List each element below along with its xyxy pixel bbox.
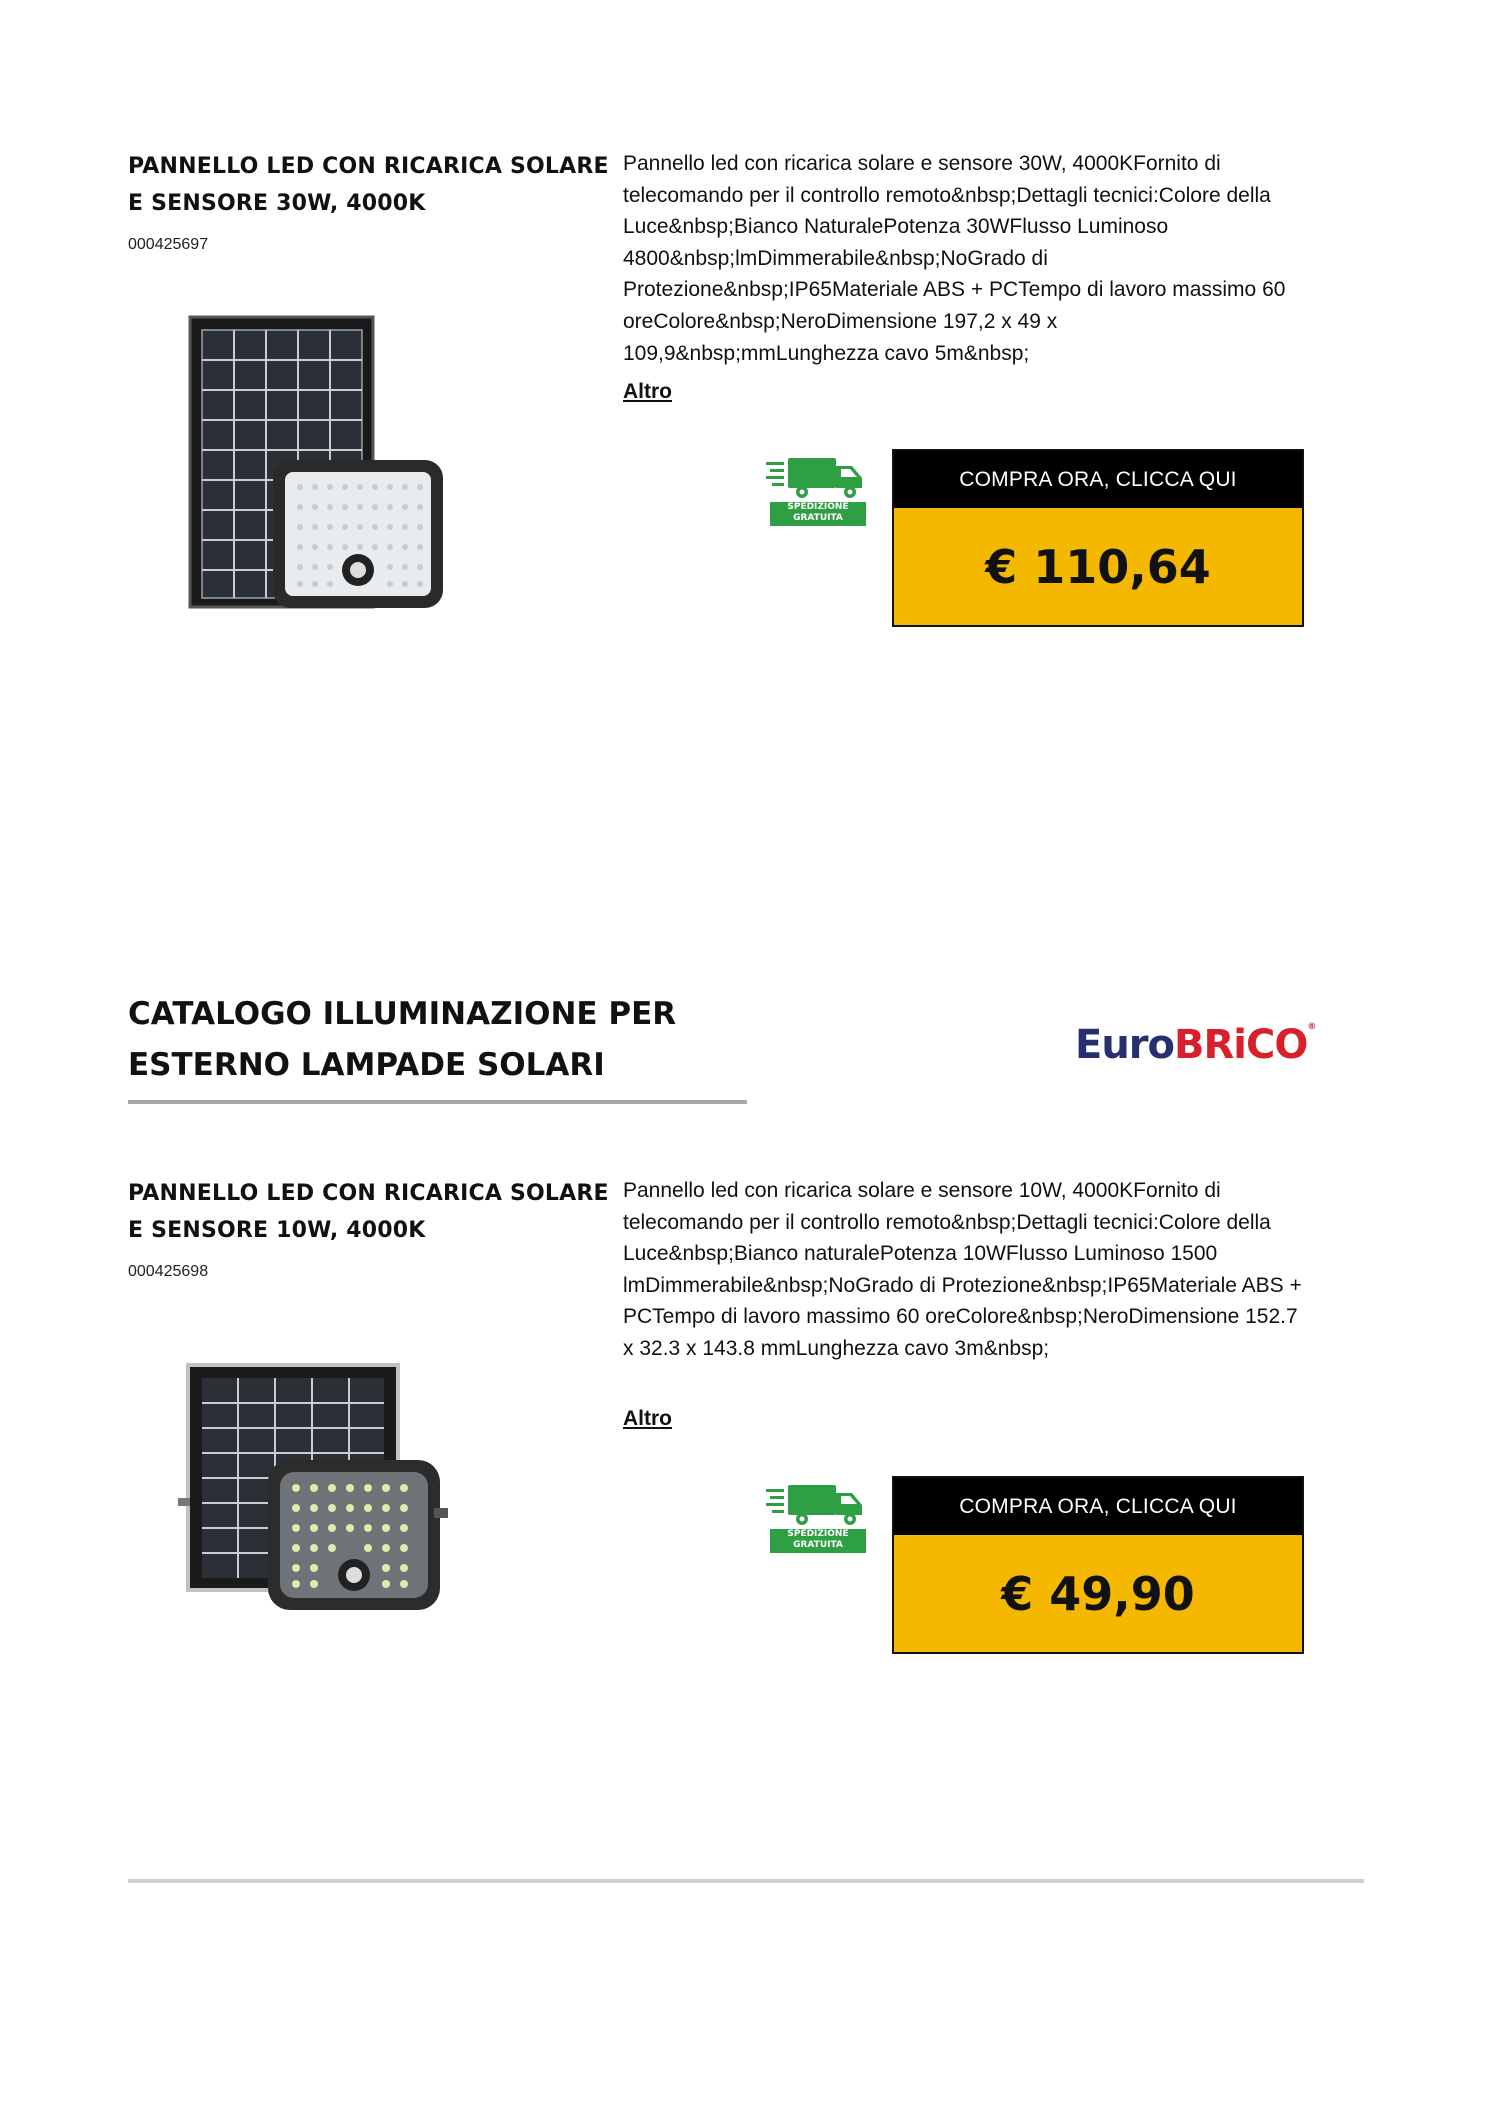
truck-icon — [766, 454, 866, 504]
product-image-solar-panel-30w — [185, 312, 445, 612]
buy-now-label: COMPRA ORA, CLICCA QUI — [894, 451, 1302, 508]
logo-registered-mark: ® — [1307, 1022, 1316, 1032]
product-title-line2: E SENSORE 10W, 4000K — [128, 1218, 426, 1243]
product-price: € 110,64 — [894, 508, 1302, 625]
product-title-line1: PANNELLO LED CON RICARICA SOLARE — [128, 1181, 609, 1206]
product-title — [128, 1175, 609, 1249]
section-divider — [128, 1100, 747, 1104]
footer-divider — [128, 1879, 1364, 1883]
product-image-solar-panel-10w — [178, 1360, 458, 1620]
product-title — [128, 148, 609, 222]
section-title-line2: ESTERNO LAMPADE SOLARI — [128, 1047, 605, 1083]
more-link[interactable]: Altro — [623, 1407, 672, 1430]
logo-part-brico: BRiCO — [1174, 1022, 1308, 1068]
truck-icon — [766, 1481, 866, 1531]
eurobrico-logo — [1075, 1022, 1315, 1068]
product-description: Pannello led con ricarica solare e sensore 10W, 4000KFornito di telecomando per il controllo remoto&nbsp;Dettagli tecnici:Colore della Luce&nbsp;Bianco naturalePotenza 10WFlusso Luminoso 1500 lmDimmerabile&nbsp;NoGrado di Protezione&nbsp;IP65Materiale ABS + PCTempo di lavoro massimo 60 oreColore&nbsp;NeroDimensione 152.7 x 32.3 x 143.8 mmLunghezza cavo 3m&nbsp; — [623, 1179, 1302, 1360]
buy-now-button[interactable] — [892, 1476, 1304, 1654]
product-price: € 49,90 — [894, 1535, 1302, 1652]
product-title-line1: PANNELLO LED CON RICARICA SOLARE — [128, 154, 609, 179]
free-shipping-badge — [766, 454, 866, 526]
free-shipping-badge — [766, 1481, 866, 1553]
product-code: 000425697 — [128, 236, 209, 253]
section-title — [128, 989, 676, 1091]
product-title-line2: E SENSORE 30W, 4000K — [128, 191, 426, 216]
free-shipping-label: SPEDIZIONE GRATUITA — [770, 1529, 866, 1553]
more-link[interactable]: Altro — [623, 380, 672, 403]
section-title-line1: CATALOGO ILLUMINAZIONE PER — [128, 996, 677, 1032]
buy-now-button[interactable] — [892, 449, 1304, 627]
product-code: 000425698 — [128, 1263, 209, 1280]
product-description: Pannello led con ricarica solare e sensore 30W, 4000KFornito di telecomando per il controllo remoto&nbsp;Dettagli tecnici:Colore della Luce&nbsp;Bianco NaturalePotenza 30WFlusso Luminoso 4800&nbsp;lmDimmerabile&nbsp;NoGrado di Protezione&nbsp;IP65Materiale ABS + PCTempo di lavoro massimo 60 oreColore&nbsp;NeroDimensione 197,2 x 49 x 109,9&nbsp;mmLunghezza cavo 5m&nbsp; — [623, 152, 1286, 365]
free-shipping-label: SPEDIZIONE GRATUITA — [770, 502, 866, 526]
buy-now-label: COMPRA ORA, CLICCA QUI — [894, 1478, 1302, 1535]
logo-part-euro: Euro — [1075, 1022, 1175, 1068]
